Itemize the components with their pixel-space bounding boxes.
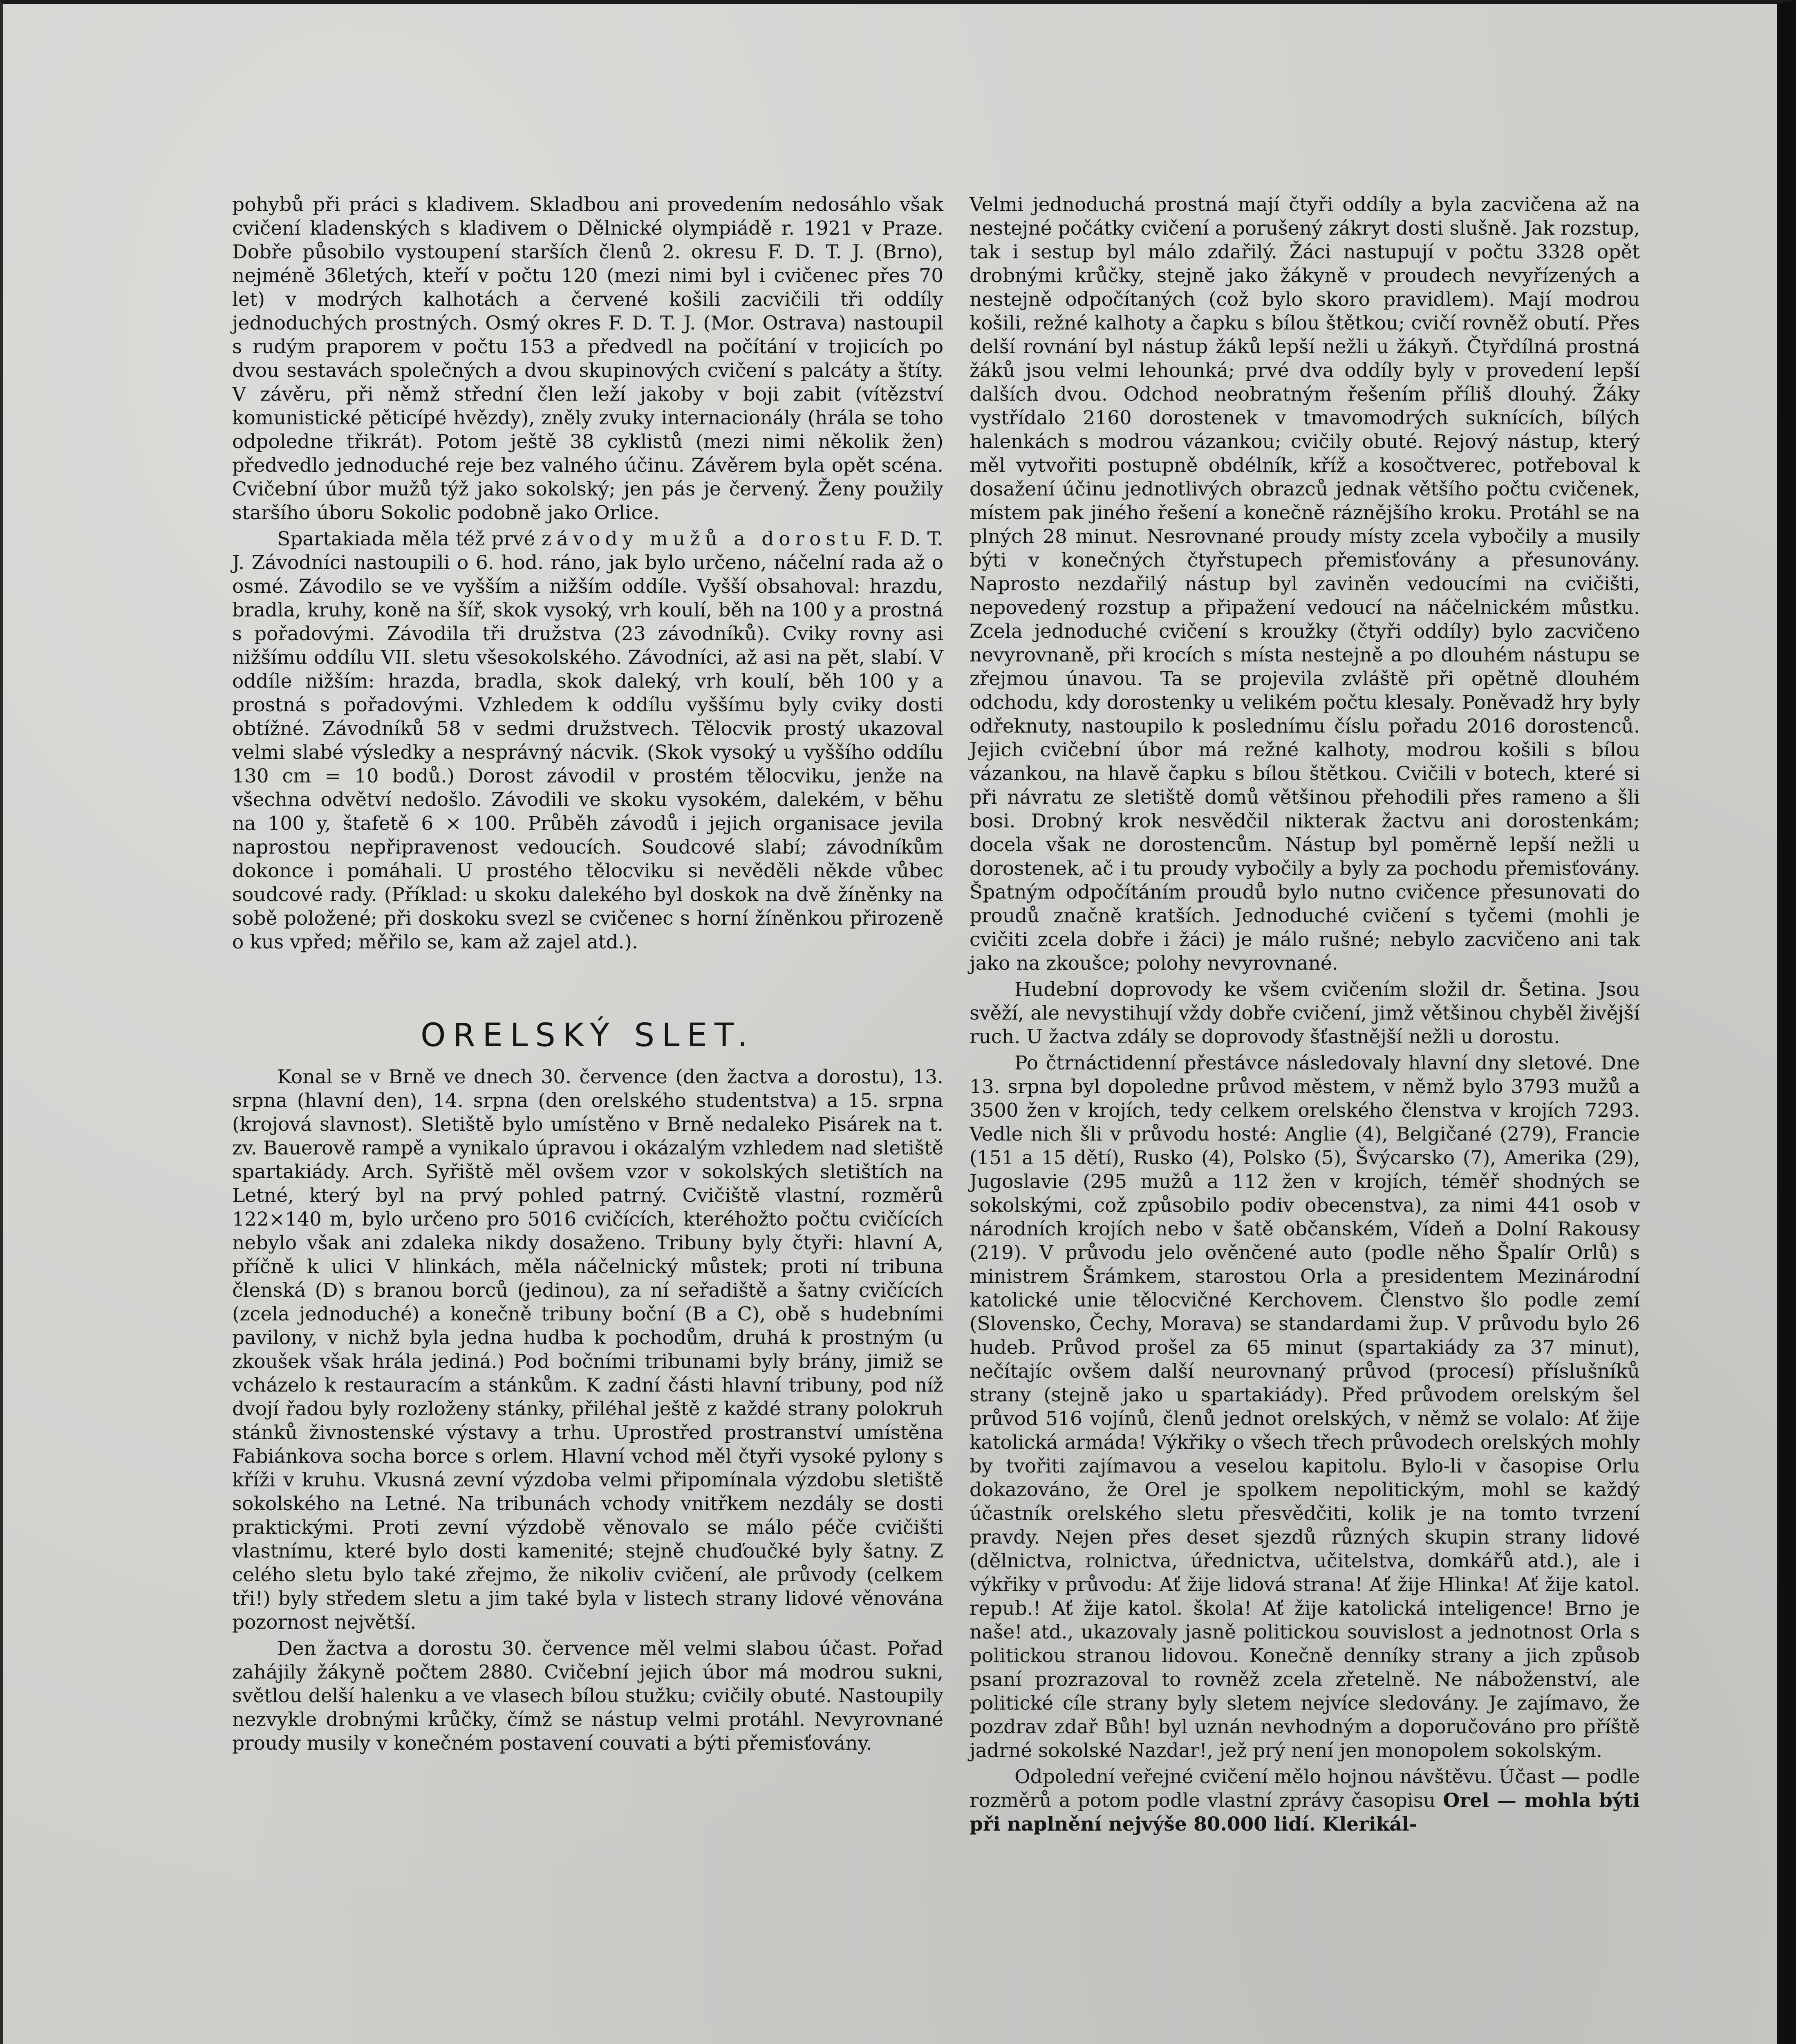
bold-text: Klerikál-: [1316, 1813, 1418, 1836]
text-run: F. D. T. J. Závodníci nastoupili o 6. hod. ráno, jak bylo určeno, náčelní rada až o osmé. Závodilo se ve vyšším a nižším oddíle. Vyšší obsahoval: hrazdu, bradla, kruhy, koně na šíř, skok vysoký, vrh koulí, běh na 100 y a prostná s pořadovými. Závodila tři družstva (23 závodníků). Cviky rovny asi nižšímu oddílu VII. sletu všesokolského. Závodníci, až asi na pět, slabí. V oddíle nižším: hrazda, bradla, skok daleký, vrh koulí, běh 100 y a prostná s pořadovými. Vzhledem k oddílu vyššímu byly cviky dosti obtížné. Závodníků 58 v sedmi družstvech. Tělocvik prostý ukazoval velmi slabé výsledky a nesprávný nácvik. (Skok vysoký u vyššího oddílu 130 cm = 10 bodů.) Dorost závodil v prostém tělocviku, jenže na všechna odvětví nedošlo. Závodili ve skoku vysokém, dalekém, v běhu na 100 y, štafetě 6 × 100. Průběh závodů i jejich organisace jevila naprostou nepřipravenost vedoucích. Soudcové slabí; závodníkům dokonce i pomáhali. U prostého tělocviku si nevěděli někde vůbec soudcové rady. (Příklad: u skoku dalekého byl doskok na dvě žíněnky na sobě položené; při doskoku svezl se cvičenec s horní žíněnkou přirozeně o kus vpřed; měřilo se, kam až zajel atd.).: [232, 528, 943, 953]
paragraph: Velmi jednoduchá prostná mají čtyři oddíly a byla zacvičena až na nestejné počátky cvičení a porušený zákryt dosti slušně. Jak rozstup, tak i sestup byl málo zdařilý. Žáci nastupují v počtu 3328 opět drobnými krůčky, stejně jako žákyně v proudech nevyřízených a nestejně odpočítaných (což bylo skoro pravidlem). Mají modrou košili, režné kalhoty a čapku s bílou štětkou; cvičí rovněž obutí. Přes delší rovnání byl nástup žáků lepší nežli u žákyň. Čtyřdílná prostná žáků jsou velmi lehounká; prvé dva oddíly byly v provedení lepší dalších dvou. Odchod neobratným řešením příliš dlouhý. Žáky vystřídalo 2160 dorostenek v tmavomodrých suknících, bílých halenkách s modrou vázankou; cvičily obuté. Rejový nástup, který měl vytvořiti postupně obdélník, kříž a kosočtverec, potřeboval k dosažení účinu jednotlivých obrazců jednak většího počtu cvičenek, místem pak jiného řešení a konečně ráznějšího kroku. Protáhl se na plných 28 minut. Nesrovnané proudy místy zcela vybočily a musily býti v konečných čtyřstupech přemisťovány a přesunovány. Naprosto nezdařilý nástup byl zaviněn vedoucími na cvičišti, nepovedený rozstup a připažení vedoucí na náčelnickém můstku. Zcela jednoduché cvičení s kroužky (čtyři oddíly) bylo zacvičeno nevyrovnaně, při krocích s místa nestejně a po dlouhém nástupu se zřejmou únavou. Ta se projevila zvláště při opětně dlouhém odchodu, kdy dorostenky u velikém počtu klesaly. Poněvadž hry byly odřeknuty, nastoupilo k poslednímu číslu pořadu 2016 dorostenců. Jejich cvičební úbor má režné kalhoty, modrou košili s bílou vázankou, na hlavě čapku s bílou štětkou. Cvičili v botech, které si při návratu ze sletiště domů většinou přehodili přes rameno a šli bosi. Drobný krok nesvědčil nikterak žactvu ani dorostenkám; docela však ne dorostencům. Nástup byl poměrně lepší nežli u dorostenek, ač i tu proudy vybočily a byly za pochodu přemisťovány. Špatným odpočítáním proudů bylo nutno cvičence přesunovati do proudů značně kratších. Jednoduché cvičení s tyčemi (mohli je cvičiti zcela dobře i žáci) je málo rušné; nebylo zacvičeno ani tak jako na zkoušce; polohy nevyrovnané.: [970, 193, 1640, 975]
left-column: [232, 193, 943, 1755]
bold-text: Orel — mohla býti při naplnění nejvýše 80.000 lidí.: [970, 1789, 1640, 1836]
text-run: Odpolední veřejné cvičení mělo hojnou návštěvu. Účast — podle rozměrů a potom podle vlastní zprávy časopisu: [970, 1766, 1640, 1812]
text-run: Spartakiada měla též prvé: [277, 528, 542, 550]
paragraph: [970, 1765, 1640, 1836]
paragraph: Konal se v Brně ve dnech 30. července (den žactva a dorostu), 13. srpna (hlavní den), 14. srpna (den orelského studentstva) a 15. srpna (krojová slavnost). Sletiště bylo umístěno v Brně nedaleko Pisárek na t. zv. Bauerově rampě a vynikalo úpravou i okázalým vzhledem nad sletiště spartakiády. Arch. Syřiště měl ovšem vzor v sokolských sletištích na Letné, který byl na prvý pohled patrný. Cvičiště vlastní, rozměrů 122×140 m, bylo určeno pro 5016 cvičících, kteréhožto počtu cvičících nebylo však ani zdaleka nikdy dosaženo. Tribuny byly čtyři: hlavní A, příčně k ulici V hlinkách, měla náčelnický můstek; proti ní tribuna členská (D) s branou borců (jedinou), za ní seřadiště a šatny cvičících (zcela jednoduché) a konečně tribuny boční (B a C), obě s hudebními pavilony, v nichž byla jedna hudba k pochodům, druhá k prostným (u zkoušek však hrála jediná.) Pod bočními tribunami byly brány, jimiž se vcházelo k restauracím a stánkům. K zadní části hlavní tribuny, pod níž dvojí řadou byly rozloženy stánky, přiléhal ještě z každé strany polokruh stánků živnostenské výstavy a trhu. Uprostřed prostranství umístěna Fabiánkova socha borce s orlem. Hlavní vchod měl čtyři vysoké pylony s kříži v kruhu. Vkusná zevní výzdoba velmi připomínala výzdobu sletiště sokolského na Letné. Na tribunách vchody vnitřkem nezdály se dosti praktickými. Proti zevní výzdobě věnovalo se málo péče cvičišti vlastnímu, které bylo dosti kamenité; stejně chuďoučké byly šatny. Z celého sletu bylo také zřejmo, že nikoliv cvičení, ale průvody (celkem tři!) byly středem sletu a jim také byla v listech strany lidové věnována pozornost největší.: [232, 1066, 943, 1634]
paragraph: Hudební doprovody ke všem cvičením složil dr. Šetina. Jsou svěží, ale nevystihují vždy dobře cvičení, jimž většinou chyběl živější ruch. U žactva zdály se doprovody šťastnější nežli u dorostu.: [970, 978, 1640, 1048]
paragraph: [232, 527, 943, 954]
section-heading: ORELSKÝ SLET.: [420, 1017, 755, 1054]
paragraph: Den žactva a dorostu 30. července měl velmi slabou účast. Pořad zahájily žákyně počtem 2880. Cvičební jejich úbor má modrou sukni, světlou delší halenku a ve vlasech bílou stužku; cvičily obuté. Nastoupily nezvykle drobnými krůčky, čímž se nástup velmi protáhl. Nevyrovnané proudy musily v konečném postavení couvati a býti přemisťovány.: [232, 1637, 943, 1755]
paragraph: Po čtrnáctidenní přestávce následovaly hlavní dny sletové. Dne 13. srpna byl dopoledne průvod městem, v němž bylo 3793 mužů a 3500 žen v krojích, tedy celkem orelského členstva v krojích 7293. Vedle nich šli v průvodu hosté: Anglie (4), Belgičané (279), Francie (151 a 15 dětí), Rusko (4), Polsko (5), Švýcarsko (7), Amerika (29), Jugoslavie (295 mužů a 112 žen v krojích, téměř shodných se sokolskými, což způsobilo podiv obecenstva), za nimi 441 osob v národních krojích nebo v šatě občanském, Vídeň a Dolní Rakousy (219). V průvodu jelo ověnčené auto (podle něho Špalír Orlů) s ministrem Šrámkem, starostou Orla a presidentem Mezinárodní katolické unie tělocvičné Kerchovem. Členstvo šlo podle zemí (Slovensko, Čechy, Morava) se standardami žup. V průvodu bylo 26 hudeb. Průvod prošel za 65 minut (spartakiády za 37 minut), nečítajíc ovšem další neurovnaný průvod (procesí) příslušníků strany (stejně jako u spartakiády). Před průvodem orelským šel průvod 516 vojínů, členů jednot orelských, v němž se volalo: Ať žije katolická armáda! Výkřiky o všech třech průvodech orelských mohly by tvořiti zajímavou a veselou kapitolu. Bylo-li v časopise Orlu dokazováno, že Orel je spolkem nepolitickým, mohl se každý účastník orelského sletu přesvědčiti, kolik je na tomto tvrzení pravdy. Nejen přes deset sjezdů různých skupin strany lidové (dělnictva, rolnictva, úřednictva, učitelstva, domkářů atd.), ale i výkřiky v průvodu: Ať žije lidová strana! Ať žije Hlinka! Ať žije katol. repub.! Ať žije katol. škola! Ať žije katolická inteligence! Brno je naše! atd., ukazovaly jasně politickou souvislost a jednotnost Orla s politickou stranou lidovou. Konečně denníky strany a jich způsob psaní prozrazoval to rovněž zcela zřetelně. Ne náboženství, ale politické cíle strany byly sletem nejvíce sledovány. Je zajímavo, že pozdrav zdař Bůh! byl uznán nevhodným a doporučováno pro příště jadrné sokolské Nazdar!, jež prý není jen monopolem sokolským.: [970, 1052, 1640, 1762]
paragraph: pohybů při práci s kladivem. Skladbou ani provedením nedosáhlo však cvičení kladenských s kladivem o Dělnické olympiádě r. 1921 v Praze. Dobře působilo vystoupení starších členů 2. okresu F. D. T. J. (Brno), nejméně 36letých, kteří v počtu 120 (mezi nimi byl i cvičenec přes 70 let) v modrých kalhotách a červené košili zacvičili tři oddíly jednoduchých prostných. Osmý okres F. D. T. J. (Mor. Ostrava) nastoupil s rudým praporem v počtu 153 a předvedl na počítání v trojicích po dvou sestavách společných a dvou skupinových cvičení s palcáty a štíty. V závěru, při němž střední člen leží jakoby v boji zabit (vítězství komunistické pěticípé hvězdy), zněly zvuky internacionály (hrála se toho odpoledne třikrát). Potom ještě 38 cyklistů (mezi nimi několik žen) předvedlo jednoduché reje bez valného účinu. Závěrem byla opět scéna. Cvičební úbor mužů týž jako sokolský; jen pás je červený. Ženy použily staršího úboru Sokolic podobně jako Orlice.: [232, 193, 943, 524]
right-column: [970, 193, 1640, 1836]
spaced-emphasis: závody mužů a dorostu: [542, 528, 871, 550]
